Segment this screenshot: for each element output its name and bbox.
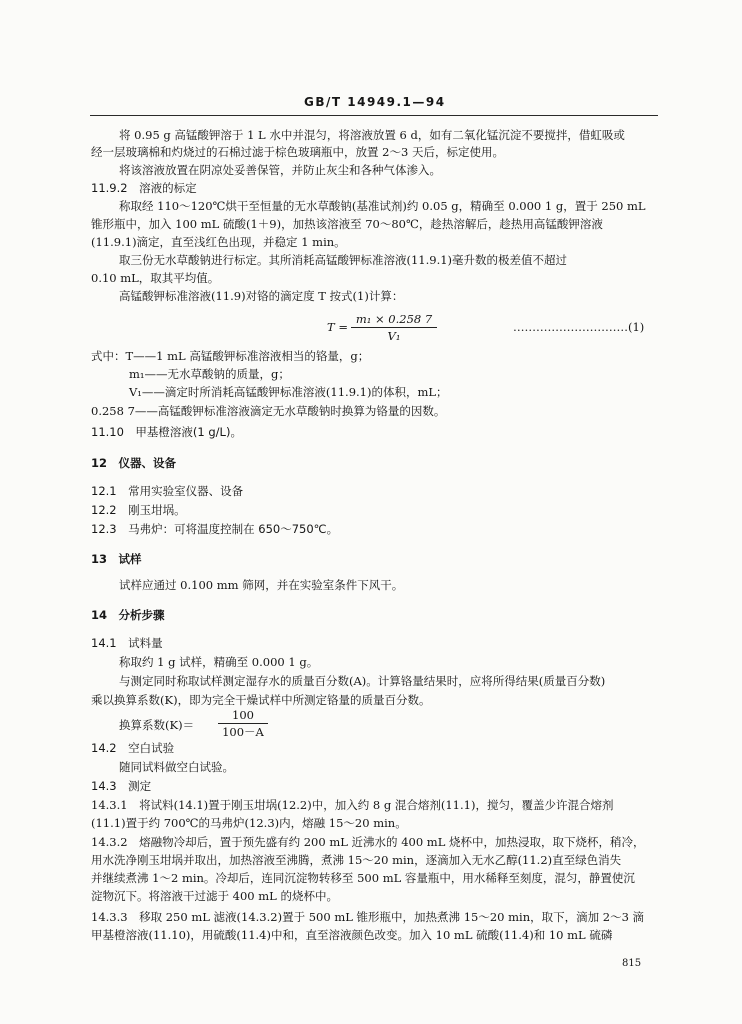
where-line: m₁——无水草酸钠的质量，g； — [129, 367, 290, 381]
text-line: 试样应通过 0.100 mm 筛网，并在实验室条件下风干。 — [119, 578, 404, 592]
where-line: V₁——滴定时所消耗高锰酸钾标准溶液(11.9.1)的体积，mL； — [129, 385, 448, 399]
fraction-bar — [351, 327, 437, 328]
text-line: 取三份无水草酸钠进行标定。其所消耗高锰酸钾标准溶液(11.9.1)毫升数的极差值不超过 — [119, 253, 568, 267]
section-heading: 12 仪器、设备 — [91, 456, 177, 470]
subsection-heading: 12.3 马弗炉：可将温度控制在 650～750℃。 — [91, 522, 339, 536]
standard-code-header: GB/T 14949.1—94 — [304, 95, 446, 109]
text-line: 将该溶液放置在阴凉处妥善保管，并防止灰尘和各种气体渗入。 — [119, 163, 441, 177]
formula-1-numerator: m₁ × 0.258 7 — [355, 312, 433, 326]
subsection-heading: 14.2 空白试验 — [91, 741, 175, 755]
formula-1-denominator: V₁ — [387, 329, 401, 343]
text-line: 14.3.1 将试料(14.1)置于刚玉坩埚(12.2)中，加入约 8 g 混合熔剂(11.1)，搅匀，覆盖少许混合熔剂 — [91, 798, 614, 812]
text-line: 称取约 1 g 试样，精确至 0.000 1 g。 — [119, 655, 319, 669]
subsection-heading: 14.1 试料量 — [91, 636, 163, 650]
text-line: 甲基橙溶液(11.10)，用硫酸(11.4)中和，直至溶液颜色改变。加入 10 mL 硫酸(11.4)和 10 mL 硫磷 — [91, 928, 613, 942]
text-line: 高锰酸钾标准溶液(11.9)对铬的滴定度 T 按式(1)计算： — [119, 289, 404, 303]
where-line: 式中：T——1 mL 高锰酸钾标准溶液相当的铬量，g； — [91, 349, 370, 363]
formula-2-numerator: 100 — [232, 708, 254, 722]
subsection-heading: 11.10 甲基橙溶液(1 g/L)。 — [91, 425, 242, 439]
text-line: 与测定同时称取试样测定湿存水的质量百分数(A)。计算铬量结果时，应将所得结果(质量百分数) — [119, 674, 606, 688]
formula-2-fraction — [218, 708, 268, 739]
text-line: (11.1)置于约 700℃的马弗炉(12.3)内，熔融 15～20 min。 — [91, 816, 407, 830]
page-number: 815 — [622, 958, 642, 969]
text-line: 淀物沉下。将溶液干过滤于 400 mL 的烧杯中。 — [91, 889, 338, 903]
formula-2-denominator: 100－A — [222, 725, 264, 739]
text-line: 14.3.2 熔融物冷却后，置于预先盛有约 200 mL 近沸水的 400 mL 烧杯中，加热浸取，取下烧杯，稍冷， — [91, 835, 645, 849]
text-line: 14.3.3 移取 250 mL 滤液(14.3.2)置于 500 mL 锥形瓶中，加热煮沸 15～20 min，取下，滴加 2～3 滴 — [91, 910, 645, 924]
header-rule — [90, 115, 658, 116]
section-heading: 14 分析步骤 — [91, 608, 165, 622]
text-line: (11.9.1)滴定，直至浅红色出现，并稳定 1 min。 — [91, 235, 346, 249]
text-line: 将 0.95 g 高锰酸钾溶于 1 L 水中并混匀，将溶液放置 6 d，如有二氧化锰沉淀不要搅拌，借虹吸或 — [119, 128, 625, 142]
text-line: 乘以换算系数(K)，即为完全干燥试样中所测定铬量的质量百分数。 — [91, 693, 431, 707]
text-line: 随同试料做空白试验。 — [119, 760, 234, 774]
text-line: 并继续煮沸 1～2 min。冷却后，连同沉淀物转移至 500 mL 容量瓶中，用水稀释至刻度，混匀，静置使沉 — [91, 871, 635, 885]
formula-1-lhs: T = — [327, 320, 348, 334]
section-heading: 13 试样 — [91, 552, 142, 566]
text-line: 锥形瓶中，加入 100 mL 硫酸(1＋9)，加热该溶液至 70～80℃，趁热溶解后，趁热用高锰酸钾溶液 — [91, 217, 603, 231]
text-line: 用水洗净刚玉坩埚并取出，加热溶液至沸腾，煮沸 15～20 min，逐滴加入无水乙醇(11.2)直至绿色消失 — [91, 853, 622, 867]
formula-1-fraction — [351, 312, 437, 343]
formula-2-lhs: 换算系数(K)＝ — [119, 718, 195, 732]
subsection-heading: 12.1 常用实验室仪器、设备 — [91, 484, 244, 498]
subsection-heading: 11.9.2 溶液的标定 — [91, 181, 197, 195]
text-line: 0.10 mL，取其平均值。 — [91, 271, 220, 285]
text-line: 经一层玻璃棉和灼烧过的石棉过滤于棕色玻璃瓶中，放置 2～3 天后，标定使用。 — [91, 145, 504, 159]
fraction-bar — [218, 723, 268, 724]
subsection-heading: 12.2 刚玉坩埚。 — [91, 503, 186, 517]
formula-1-number: …………………………(1) — [513, 320, 645, 334]
subsection-heading: 14.3 测定 — [91, 779, 152, 793]
where-line: 0.258 7——高锰酸钾标准溶液滴定无水草酸钠时换算为铬量的因数。 — [91, 404, 446, 418]
text-line: 称取经 110～120℃烘干至恒量的无水草酸钠(基准试剂)约 0.05 g，精确至 0.000 1 g，置于 250 mL — [119, 199, 646, 213]
